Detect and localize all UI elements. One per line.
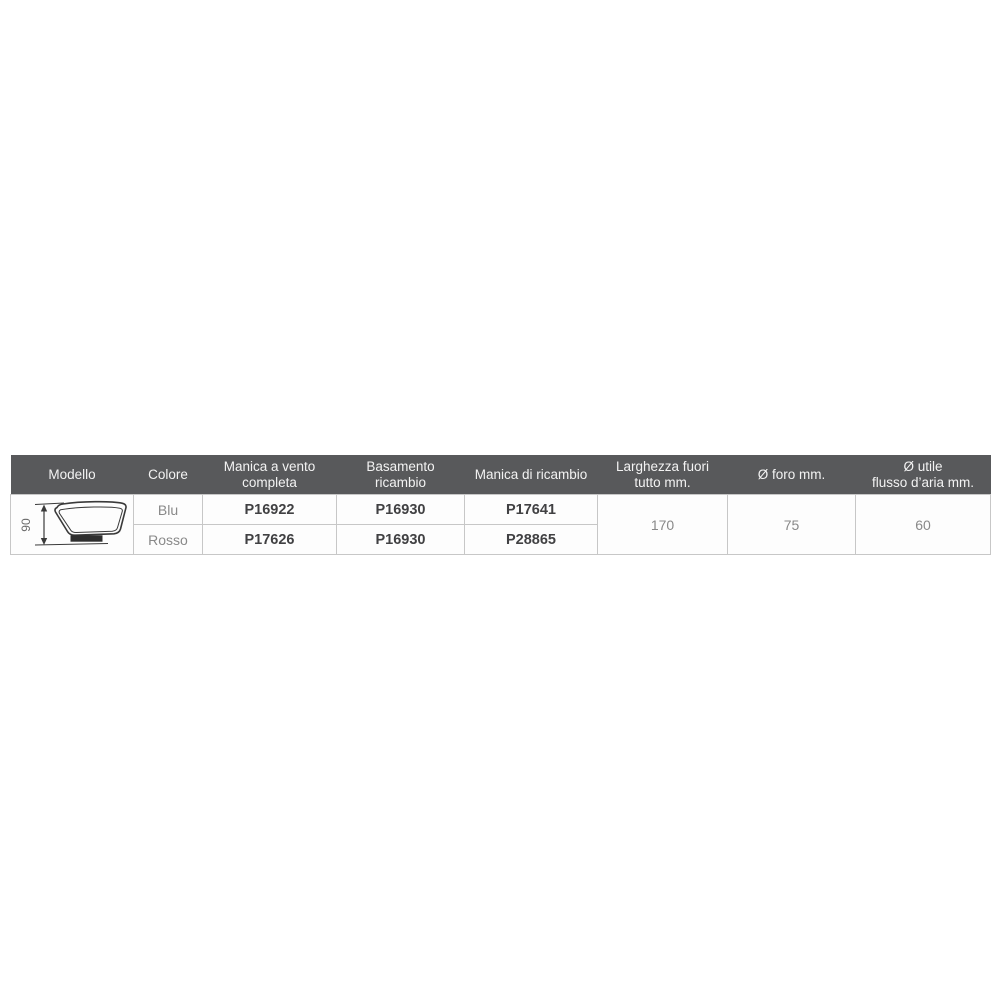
color-cell: Rosso	[134, 525, 203, 555]
part-number-cell: P16922	[203, 495, 337, 525]
header-basamento	[337, 455, 465, 495]
header-manica-ricambio	[465, 455, 598, 495]
header-label: Ø utile	[903, 458, 943, 474]
header-utile	[856, 455, 991, 495]
utile-value-cell: 60	[856, 495, 991, 555]
dimension-label-90: 90	[19, 518, 34, 532]
part-number-cell: P17626	[203, 525, 337, 555]
header-colore	[134, 455, 203, 495]
part-number-cell: P17641	[465, 495, 598, 525]
header-label: Colore	[148, 466, 188, 482]
header-label: Modello	[48, 466, 96, 482]
table-row	[11, 495, 991, 525]
larghezza-value-cell: 170	[598, 495, 728, 555]
vent-profile-diagram-cell	[11, 495, 134, 555]
product-spec-table	[10, 455, 991, 555]
part-number-cell: P28865	[465, 525, 598, 555]
foro-value-cell: 75	[728, 495, 856, 555]
vent-side-profile-icon	[15, 495, 136, 551]
header-label: ricambio	[374, 474, 426, 490]
color-cell: Blu	[134, 495, 203, 525]
header-label: completa	[242, 474, 297, 490]
header-label: Manica a vento	[223, 458, 316, 474]
header-label: Ø foro mm.	[757, 466, 826, 482]
header-label: tutto mm.	[634, 474, 691, 490]
header-manica-completa	[203, 455, 337, 495]
header-foro	[728, 455, 856, 495]
table-header-row	[11, 455, 991, 495]
part-number-cell: P16930	[337, 495, 465, 525]
header-label: Larghezza fuori	[615, 458, 710, 474]
header-modello	[11, 455, 134, 495]
header-larghezza	[598, 455, 728, 495]
header-label: Basamento	[366, 458, 435, 474]
part-number-cell: P16930	[337, 525, 465, 555]
header-label: flusso d’aria mm.	[871, 474, 975, 490]
header-label: Manica di ricambio	[474, 466, 588, 482]
